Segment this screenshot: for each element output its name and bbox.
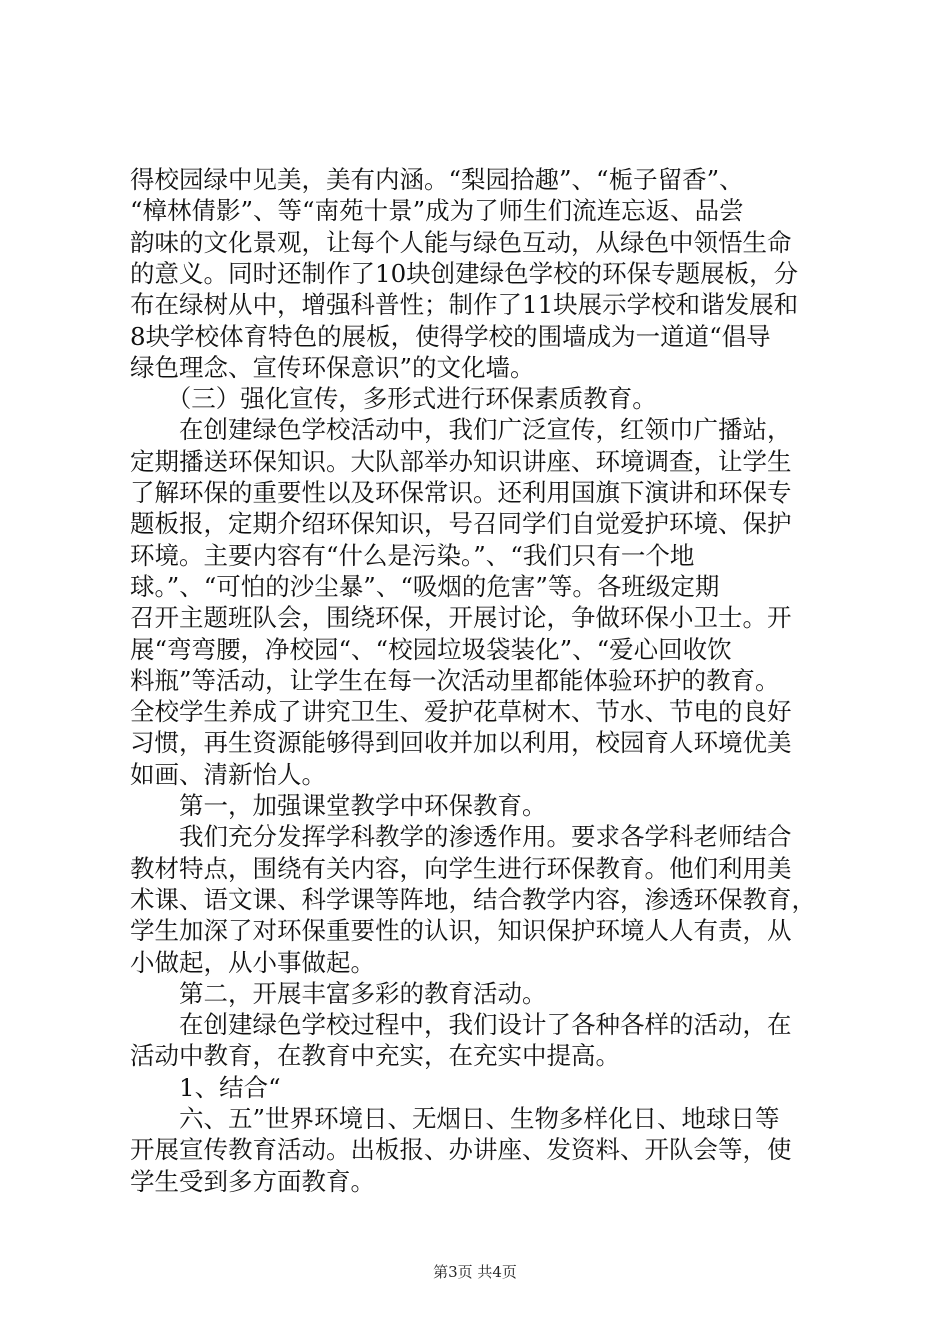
text-line: 环境。主要内容有“什么是污染。”、“我们只有一个地 [130,540,695,570]
text-line: 我们充分发挥学科教学的渗透作用。要求各学科老师结合 [130,822,792,852]
text-line: “樟林倩影”、等“南苑十景”成为了师生们流连忘返、品尝 [130,196,744,226]
text-line: 全校学生养成了讲究卫生、爱护花草树木、节水、节电的良好 [130,697,792,727]
text-line: 开展宣传教育活动。出板报、办讲座、发资料、开队会等，使 [130,1135,792,1165]
text-line: 的意义。同时还制作了10块创建绿色学校的环保专题展板，分 [130,258,799,288]
text-line: 第一，加强课堂教学中环保教育。 [130,791,547,820]
text-line: 布在绿树从中，增强科普性；制作了11块展示学校和谐发展和 [130,290,799,320]
text-line: 了解环保的重要性以及环保常识。还利用国旗下演讲和环保专 [130,478,792,507]
text-line: 学生加深了对环保重要性的认识，知识保护环境人人有责，从 [130,916,792,946]
text-line: 定期播送环保知识。大队部举办知识讲座、环境调查，让学生 [130,446,792,476]
text-line: 六、五”世界环境日、无烟日、生物多样化日、地球日等 [130,1104,780,1133]
text-line: 在创建绿色学校活动中，我们广泛宣传，红领巾广播站， [130,415,792,445]
text-line: 习惯，再生资源能够得到回收并加以利用，校园育人环境优美 [130,728,792,758]
text-line: 料瓶”等活动，让学生在每一次活动里都能体验环护的教育。 [130,665,780,695]
text-line: 如画、清新怡人。 [130,759,326,789]
text-line: 活动中教育，在教育中充实，在充实中提高。 [130,1041,620,1071]
text-line: 在创建绿色学校过程中，我们设计了各种各样的活动，在 [130,1010,792,1040]
text-line: 绿色理念、宣传环保意识”的文化墙。 [130,352,535,382]
text-line: 得校园绿中见美，美有内涵。“梨园拾趣”、“栀子留香”、 [130,165,744,194]
text-line: 球。”、“可怕的沙尘暴”、“吸烟的危害”等。各班级定期 [130,571,720,601]
text-line: 第二，开展丰富多彩的教育活动。 [130,978,547,1008]
text-line: （三）强化宣传，多形式进行环保素质教育。 [130,384,657,414]
text-line: 学生受到多方面教育。 [130,1166,375,1196]
text-line: 小做起，从小事做起。 [130,947,375,977]
text-line: 召开主题班队会，围绕环保，开展讨论，争做环保小卫士。开 [130,603,792,633]
page-footer: 第3页 共4页 [433,1263,517,1281]
text-line: 韵味的文化景观，让每个人能与绿色互动，从绿色中领悟生命 [130,227,792,257]
text-line: 展“弯弯腰，净校园“、“校园垃圾袋装化”、“爱心回收饮 [130,634,732,664]
text-line: 题板报，定期介绍环保知识，号召同学们自觉爱护环境、保护 [130,509,792,539]
text-line: 教材特点，围绕有关内容，向学生进行环保教育。他们利用美 [130,853,792,883]
text-line: 1、结合“ [130,1072,281,1102]
text-line: 8块学校体育特色的展板，使得学校的围墙成为一道道“倡导 [130,321,771,351]
text-line: 术课、语文课、科学课等阵地，结合教学内容，渗透环保教育， [130,884,816,914]
